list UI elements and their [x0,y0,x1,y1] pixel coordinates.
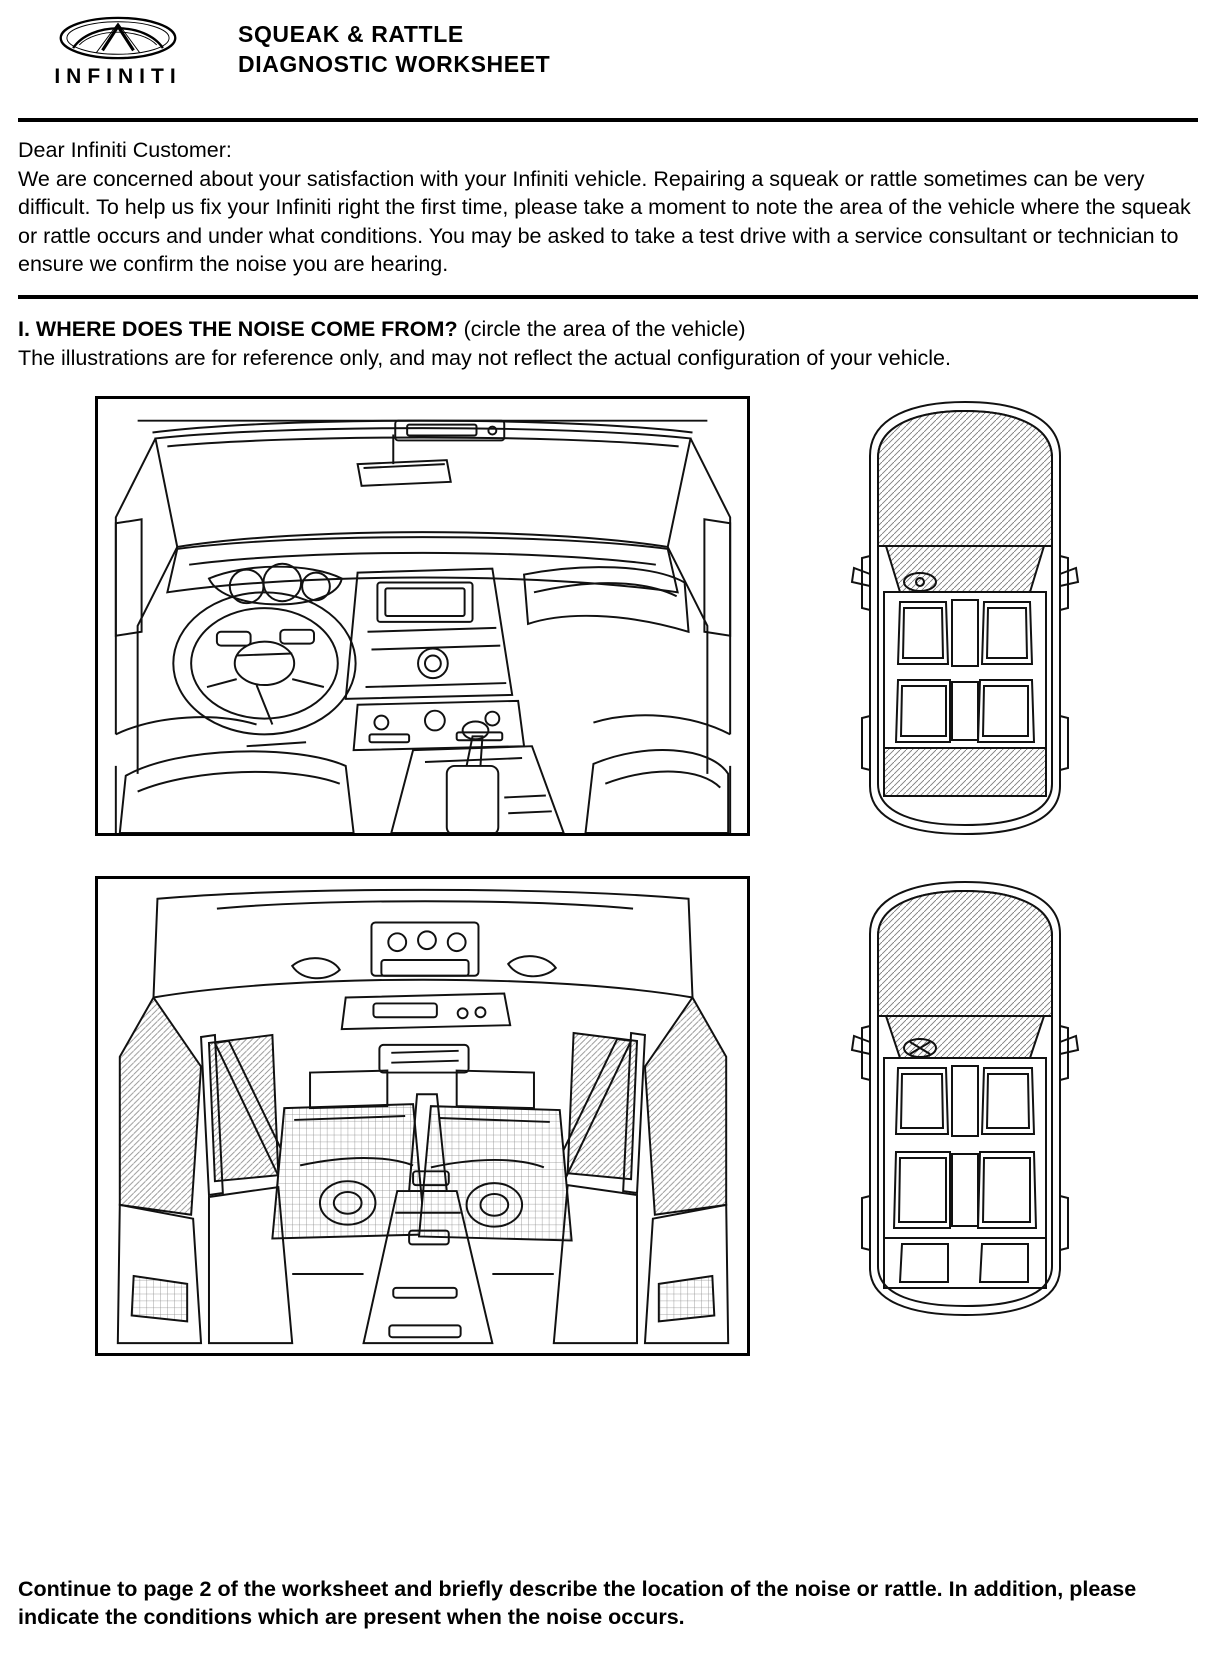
footer-text: Continue to page 2 of the worksheet and briefly describe the location of the noise or rattle. In addition, please indicate the conditions which are present when the noise occurs. [18,1576,1137,1630]
page-title-line2: DIAGNOSTIC WORKSHEET [238,50,551,77]
front-top-view-drawing [840,396,1090,841]
intro-salutation: Dear Infiniti Customer: [18,138,232,162]
page-title-line1: SQUEAK & RATTLE [238,21,464,47]
front-top-view[interactable] [840,396,1090,841]
divider-top [18,118,1198,122]
rear-interior-drawing [98,879,747,1353]
infiniti-emblem-icon [56,14,180,62]
section-one-heading-note: (circle the area of the vehicle) [463,316,746,341]
page-title [238,14,550,80]
illustration-area [0,396,1216,1356]
section-one-subtext: The illustrations are for reference only, and may not reflect the actual configuration of your vehicle. [18,345,951,370]
brand-wordmark: INFINITI [54,65,182,88]
rear-top-view[interactable] [840,876,1090,1321]
divider-middle [18,295,1198,299]
footer-note [18,1575,1198,1632]
brand-block [18,14,218,87]
intro-body: We are concerned about your satisfaction with your Infiniti vehicle. Repairing a squeak or rattle sometimes can be very difficult. To help us fix your Infiniti right the first time, please take a moment to note the area of the vehicle where the squeak or rattle occurs and under what conditions. You may be asked to take a test drive with a service consultant or technician to ensure we confirm the noise you are hearing. [18,166,1191,277]
rear-interior-view[interactable] [95,876,750,1356]
front-interior-view[interactable] [95,396,750,836]
page-header [0,0,1216,104]
section-one [18,315,1198,372]
section-one-heading: I. WHERE DOES THE NOISE COME FROM? [18,316,458,341]
intro-block [18,136,1198,279]
rear-top-view-drawing [840,876,1090,1321]
front-interior-drawing [98,399,747,833]
